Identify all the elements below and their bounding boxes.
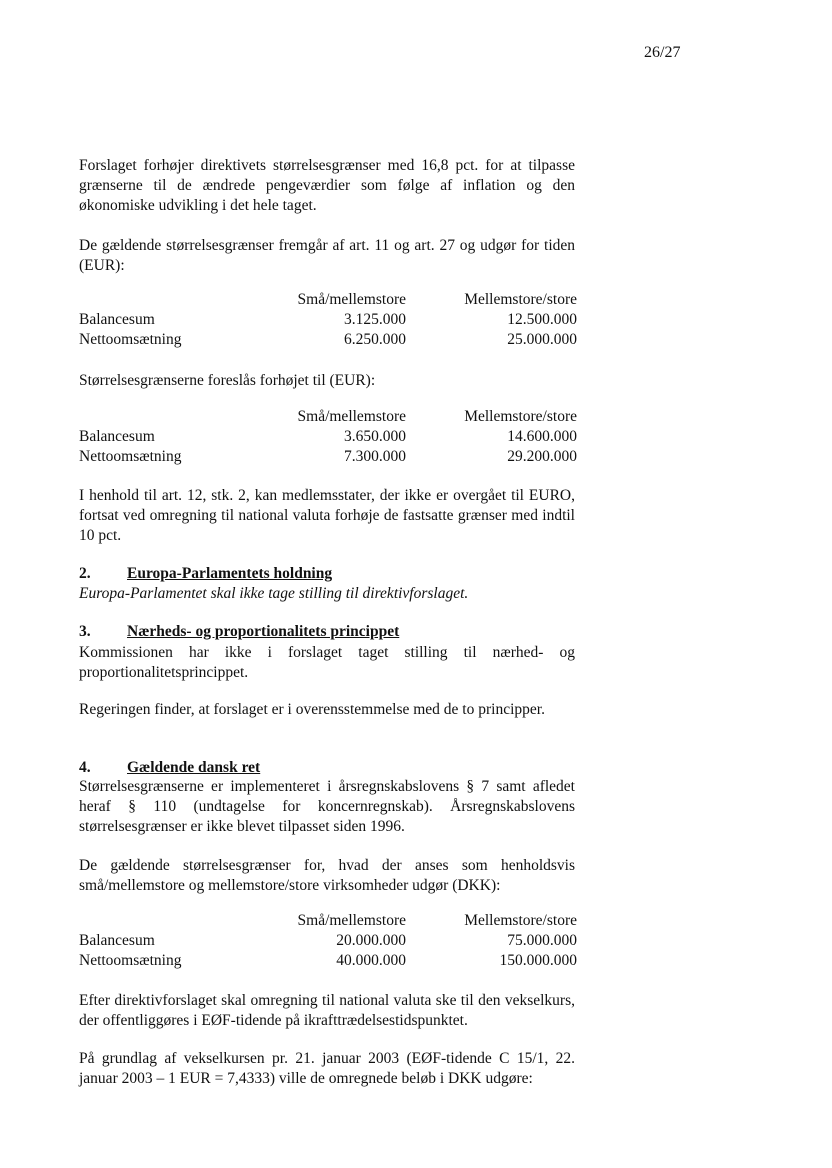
table-row	[79, 448, 577, 468]
section-3-text: Kommissionen har ikke i forslaget taget stilling til nærhed- og proportionalitetsprincippet.	[79, 644, 575, 681]
paragraph-converted-amounts: På grundlag af vekselkursen pr. 21. januar 2003 (EØF-tidende C 15/1, 22. januar 2003 – 1 EUR = 7,4333) ville de omregnede beløb i DKK udgøre:	[79, 1050, 575, 1087]
column-header-small-medium: Små/mellemstore	[297, 408, 406, 425]
cell-value: 3.650.000	[344, 428, 406, 445]
section-heading-3	[79, 623, 399, 641]
paragraph-government-view: Regeringen finder, at forslaget er i overensstemmelse med de to principper.	[79, 701, 545, 718]
column-header-medium-large: Mellemstore/store	[464, 291, 577, 308]
table-row	[79, 952, 577, 972]
section-2-text: Europa-Parlamentet skal ikke tage stilling til direktivforslaget.	[79, 585, 469, 602]
section-title: Nærheds- og proportionalitets princippet	[127, 623, 400, 640]
cell-value: 12.500.000	[507, 311, 577, 328]
paragraph-proposed-limits: Størrelsesgrænserne foreslås forhøjet til (EUR):	[79, 372, 376, 389]
table-header	[79, 408, 577, 428]
row-label: Nettoomsætning	[79, 448, 182, 465]
cell-value: 25.000.000	[507, 331, 577, 348]
cell-value: 29.200.000	[507, 448, 577, 465]
row-label: Balancesum	[79, 428, 155, 445]
cell-value: 75.000.000	[507, 932, 577, 949]
table-row	[79, 428, 577, 448]
cell-value: 150.000.000	[499, 952, 577, 969]
paragraph-euro-conversion: I henhold til art. 12, stk. 2, kan medlemsstater, der ikke er overgået til EURO, fortsat ved omregning til national valuta forhøje de fastsatte grænser med indtil 10 pct.	[79, 487, 575, 544]
section-number: 4.	[79, 759, 91, 776]
cell-value: 7.300.000	[344, 448, 406, 465]
column-header-small-medium: Små/mellemstore	[297, 912, 406, 929]
row-label: Balancesum	[79, 311, 155, 328]
cell-value: 6.250.000	[344, 331, 406, 348]
column-header-medium-large: Mellemstore/store	[464, 912, 577, 929]
table-header	[79, 912, 577, 932]
row-label: Nettoomsætning	[79, 331, 182, 348]
row-label: Balancesum	[79, 932, 155, 949]
column-header-medium-large: Mellemstore/store	[464, 408, 577, 425]
paragraph-dkk-limits: De gældende størrelsesgrænser for, hvad der anses som henholdsvis små/mellemstore og mellemstore/store virksomheder udgør (DKK):	[79, 857, 575, 894]
cell-value: 3.125.000	[344, 311, 406, 328]
row-label: Nettoomsætning	[79, 952, 182, 969]
section-4-text: Størrelsesgrænserne er implementeret i årsregnskabslovens § 7 samt afledet heraf § 110 (undtagelse for koncernregnskab). Årsregnskabslovens størrelsesgrænser er ikke blevet tilpasset siden 1996.	[79, 778, 575, 835]
paragraph-exchange-rate: Efter direktivforslaget skal omregning til national valuta ske til den vekselkurs, der offentliggøres i EØF-tidende på ikrafttrædelsestidspunktet.	[79, 992, 575, 1029]
section-title: Gældende dansk ret	[127, 759, 261, 776]
section-number: 2.	[79, 565, 91, 582]
section-heading-2	[79, 565, 332, 583]
table-row	[79, 331, 577, 351]
table-row	[79, 311, 577, 331]
column-header-small-medium: Små/mellemstore	[297, 291, 406, 308]
section-heading-4	[79, 759, 260, 777]
cell-value: 14.600.000	[507, 428, 577, 445]
paragraph-intro: Forslaget forhøjer direktivets størrelsesgrænser med 16,8 pct. for at tilpasse grænserne til de ændrede pengeværdier som følge af inflation og den økonomiske udvikling i det hele taget.	[79, 157, 575, 214]
paragraph-current-limits: De gældende størrelsesgrænser fremgår af art. 11 og art. 27 og udgør for tiden (EUR):	[79, 237, 575, 274]
cell-value: 20.000.000	[336, 932, 406, 949]
table-header	[79, 291, 577, 311]
cell-value: 40.000.000	[336, 952, 406, 969]
section-number: 3.	[79, 623, 91, 640]
table-row	[79, 932, 577, 952]
section-title: Europa-Parlamentets holdning	[127, 565, 333, 582]
page-number: 26/27	[644, 44, 681, 61]
